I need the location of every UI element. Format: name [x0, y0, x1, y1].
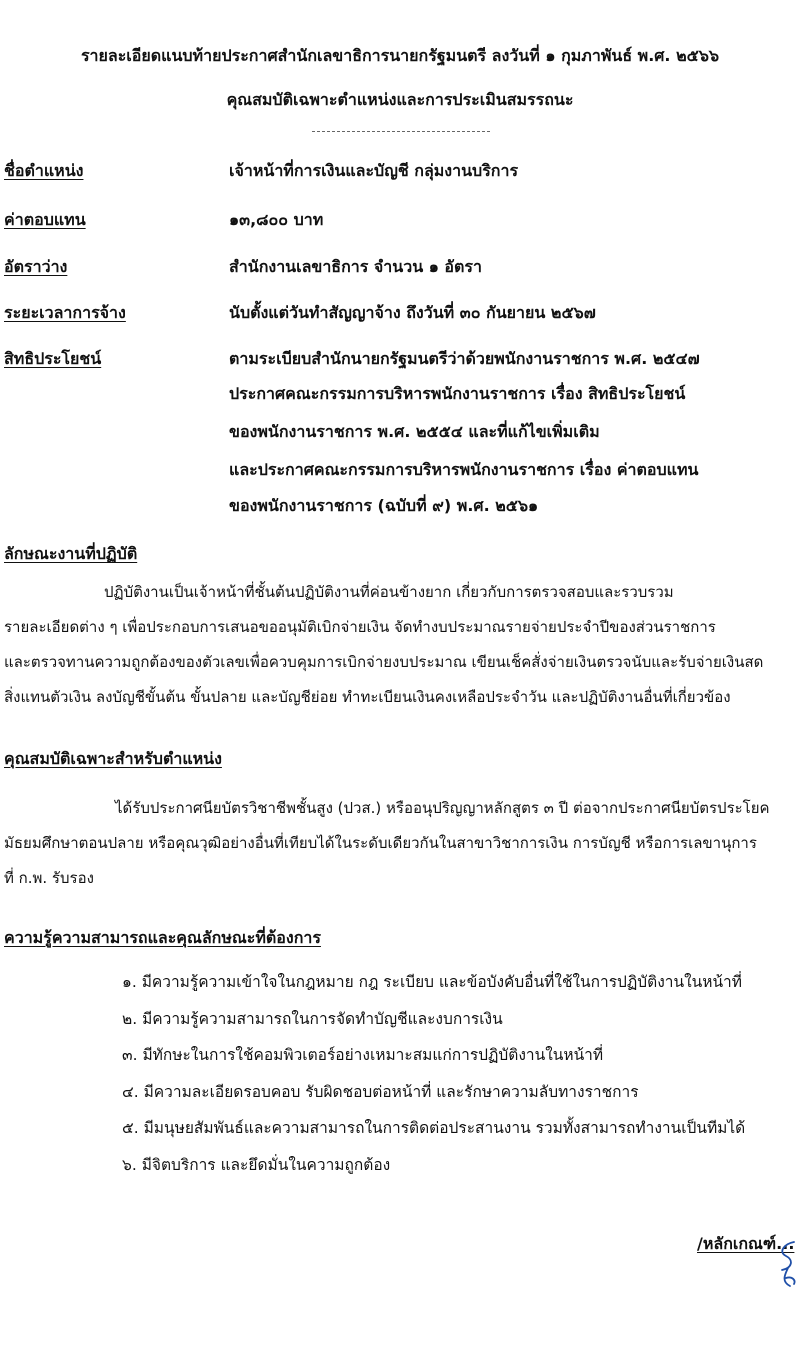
qualifications-line: ได้รับประกาศนียบัตรวิชาชีพชั้นสูง (ปวส.) หรืออนุปริญญาหลักสูตร ๓ ปี ต่อจากประกาศนียบัตรประโยค: [115, 799, 770, 817]
signature-mark: [772, 1238, 800, 1290]
position-label: ชื่อตำแหน่ง: [4, 161, 84, 180]
benefits-line: ประกาศคณะกรรมการบริหารพนักงานราชการ เรื่อง สิทธิประโยชน์: [229, 384, 686, 403]
vacancy-label: อัตราว่าง: [4, 257, 68, 276]
list-item: ๓. มีทักษะในการใช้คอมพิวเตอร์อย่างเหมาะสมแก่การปฏิบัติงานในหน้าที่: [122, 1046, 604, 1065]
benefits-line: และประกาศคณะกรรมการบริหารพนักงานราชการ เรื่อง ค่าตอบแทน: [229, 460, 699, 479]
qualifications-line: มัธยมศึกษาตอนปลาย หรือคุณวุฒิอย่างอื่นที่เทียบได้ในระดับเดียวกันในสาขาวิชาการเงิน การบัญชี หรือการเลขานุการ: [4, 834, 757, 852]
benefits-line: ของพนักงานราชการ (ฉบับที่ ๙) พ.ศ. ๒๕๖๑: [229, 496, 539, 515]
duties-line: และตรวจทานความถูกต้องของตัวเลขเพื่อควบคุมการเบิกจ่ายงบประมาณ เขียนเช็คสั่งจ่ายเงินตรวจนับและรับจ่ายเงินสด: [4, 653, 764, 671]
header-divider: [312, 131, 490, 132]
period-value: นับตั้งแต่วันทำสัญญาจ้าง ถึงวันที่ ๓๐ กันยายน ๒๕๖๗: [229, 303, 596, 322]
salary-value: ๑๓,๘๐๐ บาท: [229, 210, 324, 229]
qualifications-line: ที่ ก.พ. รับรอง: [4, 869, 94, 887]
qualifications-paragraph: [4, 791, 796, 896]
duties-line: รายละเอียดต่าง ๆ เพื่อประกอบการเสนอขออนุมัติเบิกจ่ายเงิน จัดทำงบประมาณรายจ่ายประจำปีของส่วนราชการ: [4, 618, 716, 636]
benefits-label: สิทธิประโยชน์: [4, 349, 102, 368]
list-item: ๔. มีความละเอียดรอบคอบ รับผิดชอบต่อหน้าที่ และรักษาความลับทางราชการ: [122, 1082, 639, 1101]
list-item: ๖. มีจิตบริการ และยึดมั่นในความถูกต้อง: [122, 1155, 391, 1174]
list-item: ๑. มีความรู้ความเข้าใจในกฎหมาย กฎ ระเบียบ และข้อบังคับอื่นที่ใช้ในการปฏิบัติงานในหน้าที่: [122, 973, 742, 991]
duties-line: สิ่งแทนตัวเงิน ลงบัญชีขั้นต้น ขั้นปลาย และบัญชีย่อย ทำทะเบียนเงินคงเหลือประจำวัน และปฏิบัติงานอื่นที่เกี่ยวข้อง: [4, 688, 731, 706]
benefits-line: ของพนักงานราชการ พ.ศ. ๒๕๕๔ และที่แก้ไขเพิ่มเติม: [229, 422, 600, 441]
salary-label: ค่าตอบแทน: [4, 210, 86, 229]
list-item: ๒. มีความรู้ความสามารถในการจัดทำบัญชีและงบการเงิน: [122, 1009, 503, 1028]
duties-heading: ลักษณะงานที่ปฏิบัติ: [4, 544, 138, 563]
continuation-marker: /หลักเกณฑ์...: [697, 1234, 795, 1253]
benefits-line: ตามระเบียบสำนักนายกรัฐมนตรีว่าด้วยพนักงานราชการ พ.ศ. ๒๕๔๗: [229, 349, 700, 368]
header-line-2: คุณสมบัติเฉพาะตำแหน่งและการประเมินสมรรถนะ: [226, 90, 574, 109]
duties-line: ปฏิบัติงานเป็นเจ้าหน้าที่ชั้นต้นปฏิบัติงานที่ค่อนข้างยาก เกี่ยวกับการตรวจสอบและรวบรวม: [104, 583, 674, 601]
header-line-1: รายละเอียดแนบท้ายประกาศสำนักเลขาธิการนายกรัฐมนตรี ลงวันที่ ๑ กุมภาพันธ์ พ.ศ. ๒๕๖๖: [80, 46, 720, 65]
competencies-heading: ความรู้ความสามารถและคุณลักษณะที่ต้องการ: [4, 928, 321, 947]
competencies-list: [122, 964, 792, 1184]
qualifications-heading: คุณสมบัติเฉพาะสำหรับตำแหน่ง: [4, 749, 222, 768]
duties-paragraph: [4, 575, 796, 715]
period-label: ระยะเวลาการจ้าง: [4, 303, 126, 322]
vacancy-value: สำนักงานเลขาธิการ จำนวน ๑ อัตรา: [229, 257, 482, 276]
position-value: เจ้าหน้าที่การเงินและบัญชี กลุ่มงานบริการ: [229, 161, 519, 180]
list-item: ๕. มีมนุษยสัมพันธ์และความสามารถในการติดต่อประสานงาน รวมทั้งสามารถทำงานเป็นทีมได้: [122, 1119, 746, 1138]
